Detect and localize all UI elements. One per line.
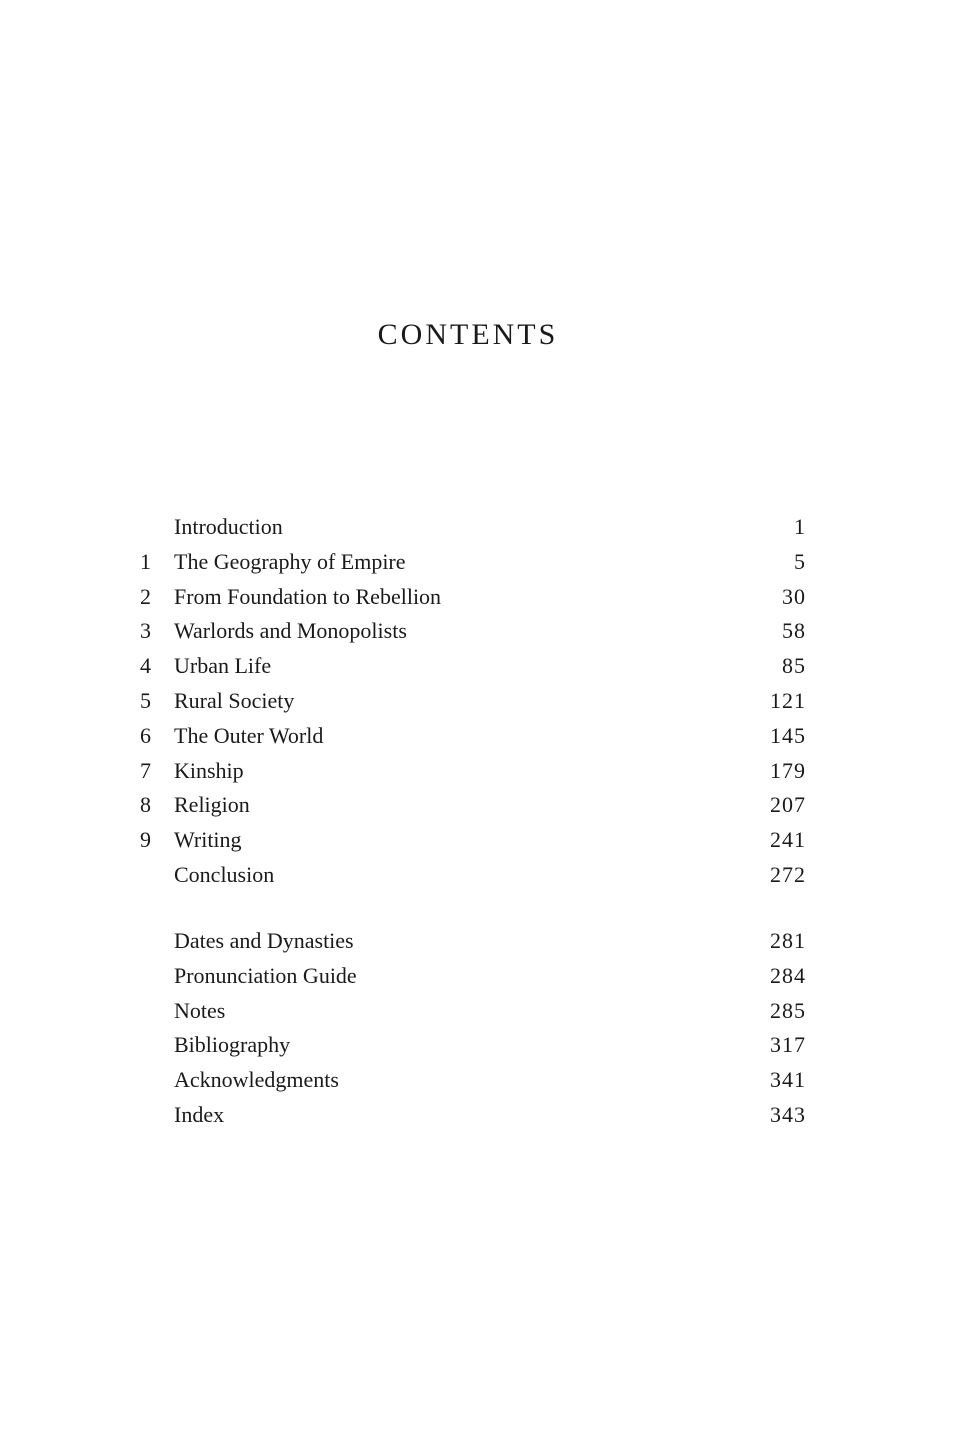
chapter-number: 8: [140, 792, 151, 818]
chapter-title: Urban Life: [174, 653, 272, 679]
chapter-number: 3: [140, 618, 151, 644]
page-number: 241: [770, 827, 806, 853]
chapter-title: Writing: [174, 827, 242, 853]
toc-entry-chapter-1[interactable]: [130, 545, 806, 580]
toc-entry-chapter-8[interactable]: [130, 788, 806, 823]
page-number: 272: [770, 861, 806, 887]
chapter-title: The Geography of Empire: [174, 548, 406, 574]
page-number: 281: [770, 928, 806, 953]
page-number: 85: [782, 653, 806, 679]
toc-entry-chapter-3[interactable]: [130, 614, 806, 649]
toc-entry-chapter-6[interactable]: [130, 719, 806, 754]
chapter-title: Conclusion: [174, 861, 275, 887]
page-number: 317: [770, 1032, 806, 1058]
toc-entry-conclusion[interactable]: [130, 858, 806, 893]
toc-entry-pronunciation-guide[interactable]: [130, 959, 806, 994]
page-number: 5: [794, 548, 806, 574]
toc-entry-chapter-7[interactable]: [130, 754, 806, 789]
section-title: Index: [174, 1101, 225, 1127]
chapter-number: 1: [140, 548, 151, 574]
toc-entry-introduction[interactable]: [130, 510, 806, 545]
page-number: 1: [794, 514, 806, 539]
toc-entry-chapter-5[interactable]: [130, 684, 806, 719]
toc-entry-notes[interactable]: [130, 994, 806, 1029]
chapter-number: 5: [140, 687, 151, 713]
page-number: 341: [770, 1067, 806, 1093]
toc-entry-chapter-9[interactable]: [130, 823, 806, 858]
toc-entry-chapter-2[interactable]: [130, 580, 806, 615]
chapter-number: 6: [140, 722, 151, 748]
chapter-title: Warlords and Monopolists: [174, 618, 407, 644]
page-number: 30: [782, 583, 806, 609]
chapter-number: 4: [140, 653, 151, 679]
section-title: Acknowledgments: [174, 1067, 339, 1093]
toc-entry-dates-and-dynasties[interactable]: [130, 924, 806, 959]
chapter-number: 9: [140, 827, 151, 853]
chapter-title: Rural Society: [174, 687, 295, 713]
toc-entry-index[interactable]: [130, 1098, 806, 1133]
page-number: 207: [770, 792, 806, 818]
chapter-title: The Outer World: [174, 722, 324, 748]
chapter-title: Introduction: [174, 514, 283, 539]
chapter-number: 2: [140, 583, 151, 609]
chapter-title: Kinship: [174, 757, 244, 783]
section-title: Notes: [174, 997, 226, 1023]
section-title: Bibliography: [174, 1032, 291, 1058]
toc-back-matter-list: [130, 924, 806, 1133]
page-number: 179: [770, 757, 806, 783]
toc-entry-chapter-4[interactable]: [130, 649, 806, 684]
page-number: 284: [770, 962, 806, 988]
toc-entry-acknowledgments[interactable]: [130, 1063, 806, 1098]
toc-main-list: [130, 510, 806, 893]
page-number: 343: [770, 1101, 806, 1127]
toc-entry-bibliography[interactable]: [130, 1028, 806, 1063]
page-title: CONTENTS: [377, 318, 559, 351]
page-number: 58: [782, 618, 806, 644]
section-title: Dates and Dynasties: [174, 928, 354, 953]
page-number: 285: [770, 997, 806, 1023]
page-number: 145: [770, 722, 806, 748]
chapter-title: From Foundation to Rebellion: [174, 583, 442, 609]
chapter-number: 7: [140, 757, 151, 783]
section-title: Pronunciation Guide: [174, 962, 357, 988]
page-number: 121: [770, 687, 806, 713]
chapter-title: Religion: [174, 792, 250, 818]
